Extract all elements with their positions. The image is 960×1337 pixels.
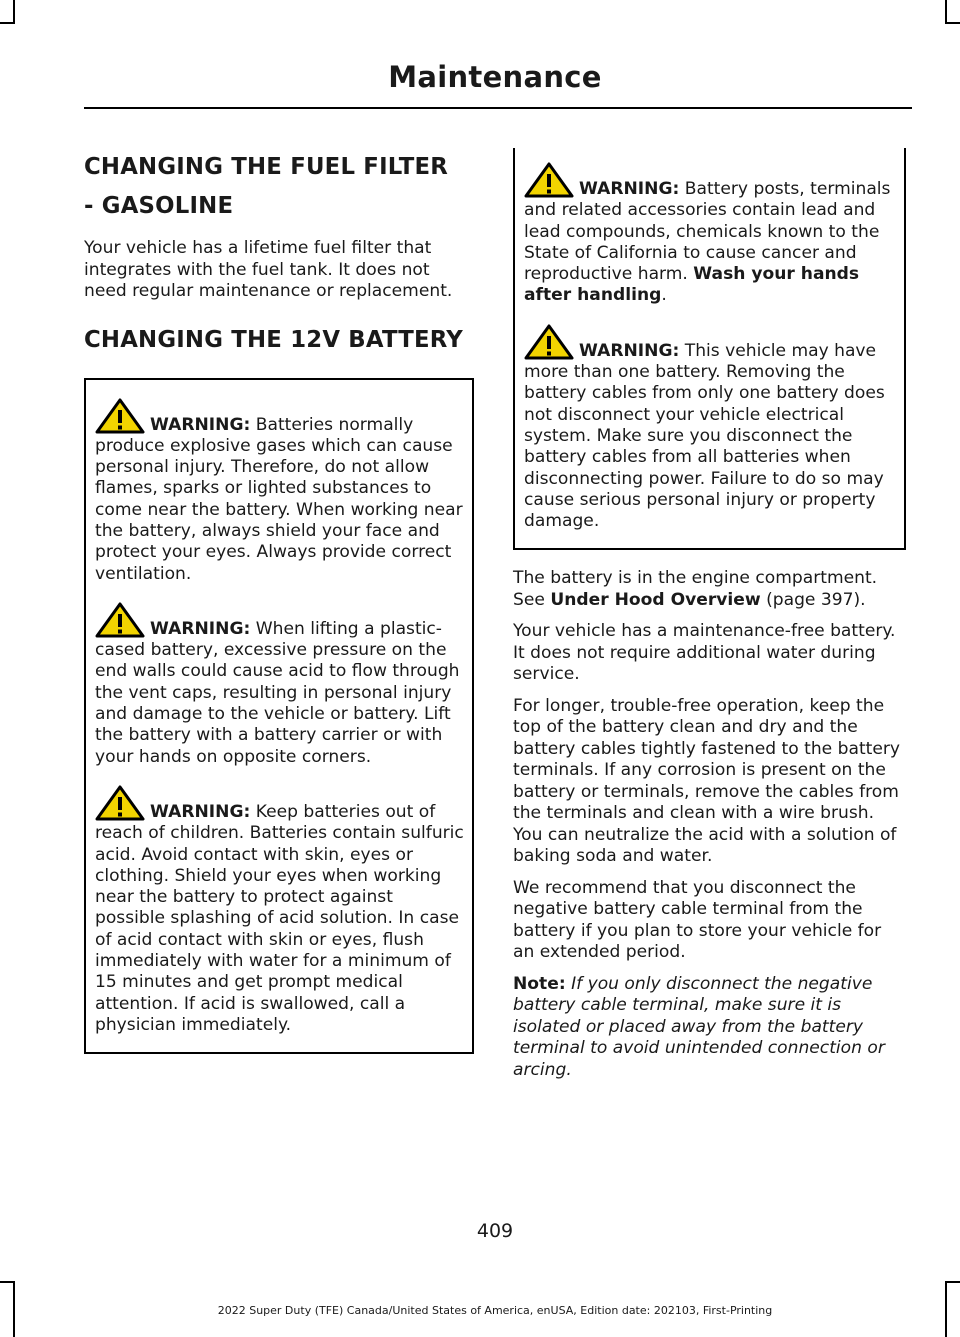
warning-triangle-icon <box>524 162 574 198</box>
warning-text: This vehicle may have more than one battery. Removing the battery cables from only one battery does not disconnect your vehicle electrical system. Make sure you disconnect the battery cables from all batteries when disconnecting power. Failure to do so may cause serious personal injury or property damage. <box>524 340 885 532</box>
crop-mark-top-left <box>13 0 15 24</box>
heading-12v-battery: CHANGING THE 12V BATTERY <box>84 326 463 353</box>
page-reference: (page 397). <box>760 589 866 610</box>
wash-hands-text: Wash your hands after handling <box>524 264 860 306</box>
warning-text: Battery posts, terminals and related accessories contain lead and lead compounds, chemicals known to the State of California to cause cancer and reproductive harm. <box>524 179 891 285</box>
warning-triangle-icon <box>95 785 145 821</box>
warning-triangle-icon <box>95 602 145 638</box>
note-paragraph <box>513 974 906 1082</box>
crop-mark-bottom-left-h <box>0 1281 15 1283</box>
under-hood-overview-link[interactable]: Under Hood Overview <box>550 589 761 610</box>
fuel-filter-paragraph: Your vehicle has a lifetime fuel filter that integrates with the fuel tank. It does not need regular maintenance or replacement. <box>84 238 453 301</box>
heading-fuel-filter-line2: - GASOLINE <box>84 193 234 219</box>
warning-triangle-icon <box>95 398 145 434</box>
warning-triangle-icon <box>524 324 574 360</box>
crop-mark-top-right <box>945 0 947 24</box>
warning-label: WARNING: <box>579 340 680 361</box>
warning-text: Batteries normally produce explosive gases which can cause personal injury. Therefore, do not allow flames, sparks or lighted substances to come near the battery. When working near the battery, always shield your face and protect your eyes. Always provide correct ventilation. <box>95 414 463 584</box>
battery-location-paragraph <box>513 568 906 611</box>
left-column <box>84 148 474 1054</box>
warning-lifting-battery <box>95 602 464 768</box>
header-divider <box>84 107 912 109</box>
note-text: If you only disconnect the negative battery cable terminal, make sure it is isolated or placed away from the battery terminal to avoid unintended connection or arcing. <box>513 973 885 1080</box>
edition-footer: 2022 Super Duty (TFE) Canada/United States of America, enUSA, Edition date: 202103, First-Printing <box>217 1304 773 1317</box>
warning-box-left <box>84 378 474 1055</box>
warning-label: WARNING: <box>150 414 251 435</box>
disconnect-recommendation-paragraph: We recommend that you disconnect the negative battery cable terminal from the battery if you plan to store your vehicle for an extended period. <box>513 877 882 963</box>
warning-text: When lifting a plastic-cased battery, excessive pressure on the end walls could cause acid to flow through the vent caps, resulting in personal injury and damage to the vehicle or battery. Lift the battery with a battery carrier or with your hands on opposite corners. <box>95 618 460 767</box>
warning-children-acid <box>95 785 464 1036</box>
heading-fuel-filter <box>84 148 474 226</box>
battery-care-paragraph: For longer, trouble-free operation, keep the top of the battery clean and dry and the battery cables tightly fastened to the battery terminals. If any corrosion is present on the battery or terminals, remove the cables from the terminals and clean with a wire brush. You can neutralize the acid with a solution of baking soda and water. <box>513 695 901 867</box>
warning-box-right <box>513 148 906 550</box>
page-number: 409 <box>476 1220 514 1242</box>
warning-lead-compounds <box>524 162 896 307</box>
crop-mark-top-right-h <box>945 22 960 24</box>
page-header-title: Maintenance <box>388 60 602 94</box>
warning-label: WARNING: <box>150 801 251 822</box>
heading-fuel-filter-line1: CHANGING THE FUEL FILTER <box>84 154 448 180</box>
warning-end: . <box>661 285 667 306</box>
crop-mark-bottom-right-h <box>945 1281 960 1283</box>
warning-label: WARNING: <box>150 618 251 639</box>
warning-text: Keep batteries out of reach of children. Batteries contain sulfuric acid. Avoid contact with skin, eyes or clothing. Shield your eyes when working near the battery to protect against possible splashing of acid solution. In case of acid contact with skin or eyes, flush immediately with water for a minimum of 15 minutes and get prompt medical attention. If acid is swallowed, call a physician immediately. <box>95 801 464 1035</box>
battery-location-text: The battery is in the engine compartment. See <box>513 568 878 610</box>
note-label: Note: <box>513 973 566 994</box>
crop-mark-top-left-h <box>0 22 15 24</box>
right-column <box>513 148 906 1081</box>
warning-explosive-gases <box>95 398 464 585</box>
warning-multiple-batteries <box>524 324 896 533</box>
warning-label: WARNING: <box>579 179 680 199</box>
maintenance-free-paragraph: Your vehicle has a maintenance-free battery. It does not require additional water during service. <box>513 621 896 685</box>
